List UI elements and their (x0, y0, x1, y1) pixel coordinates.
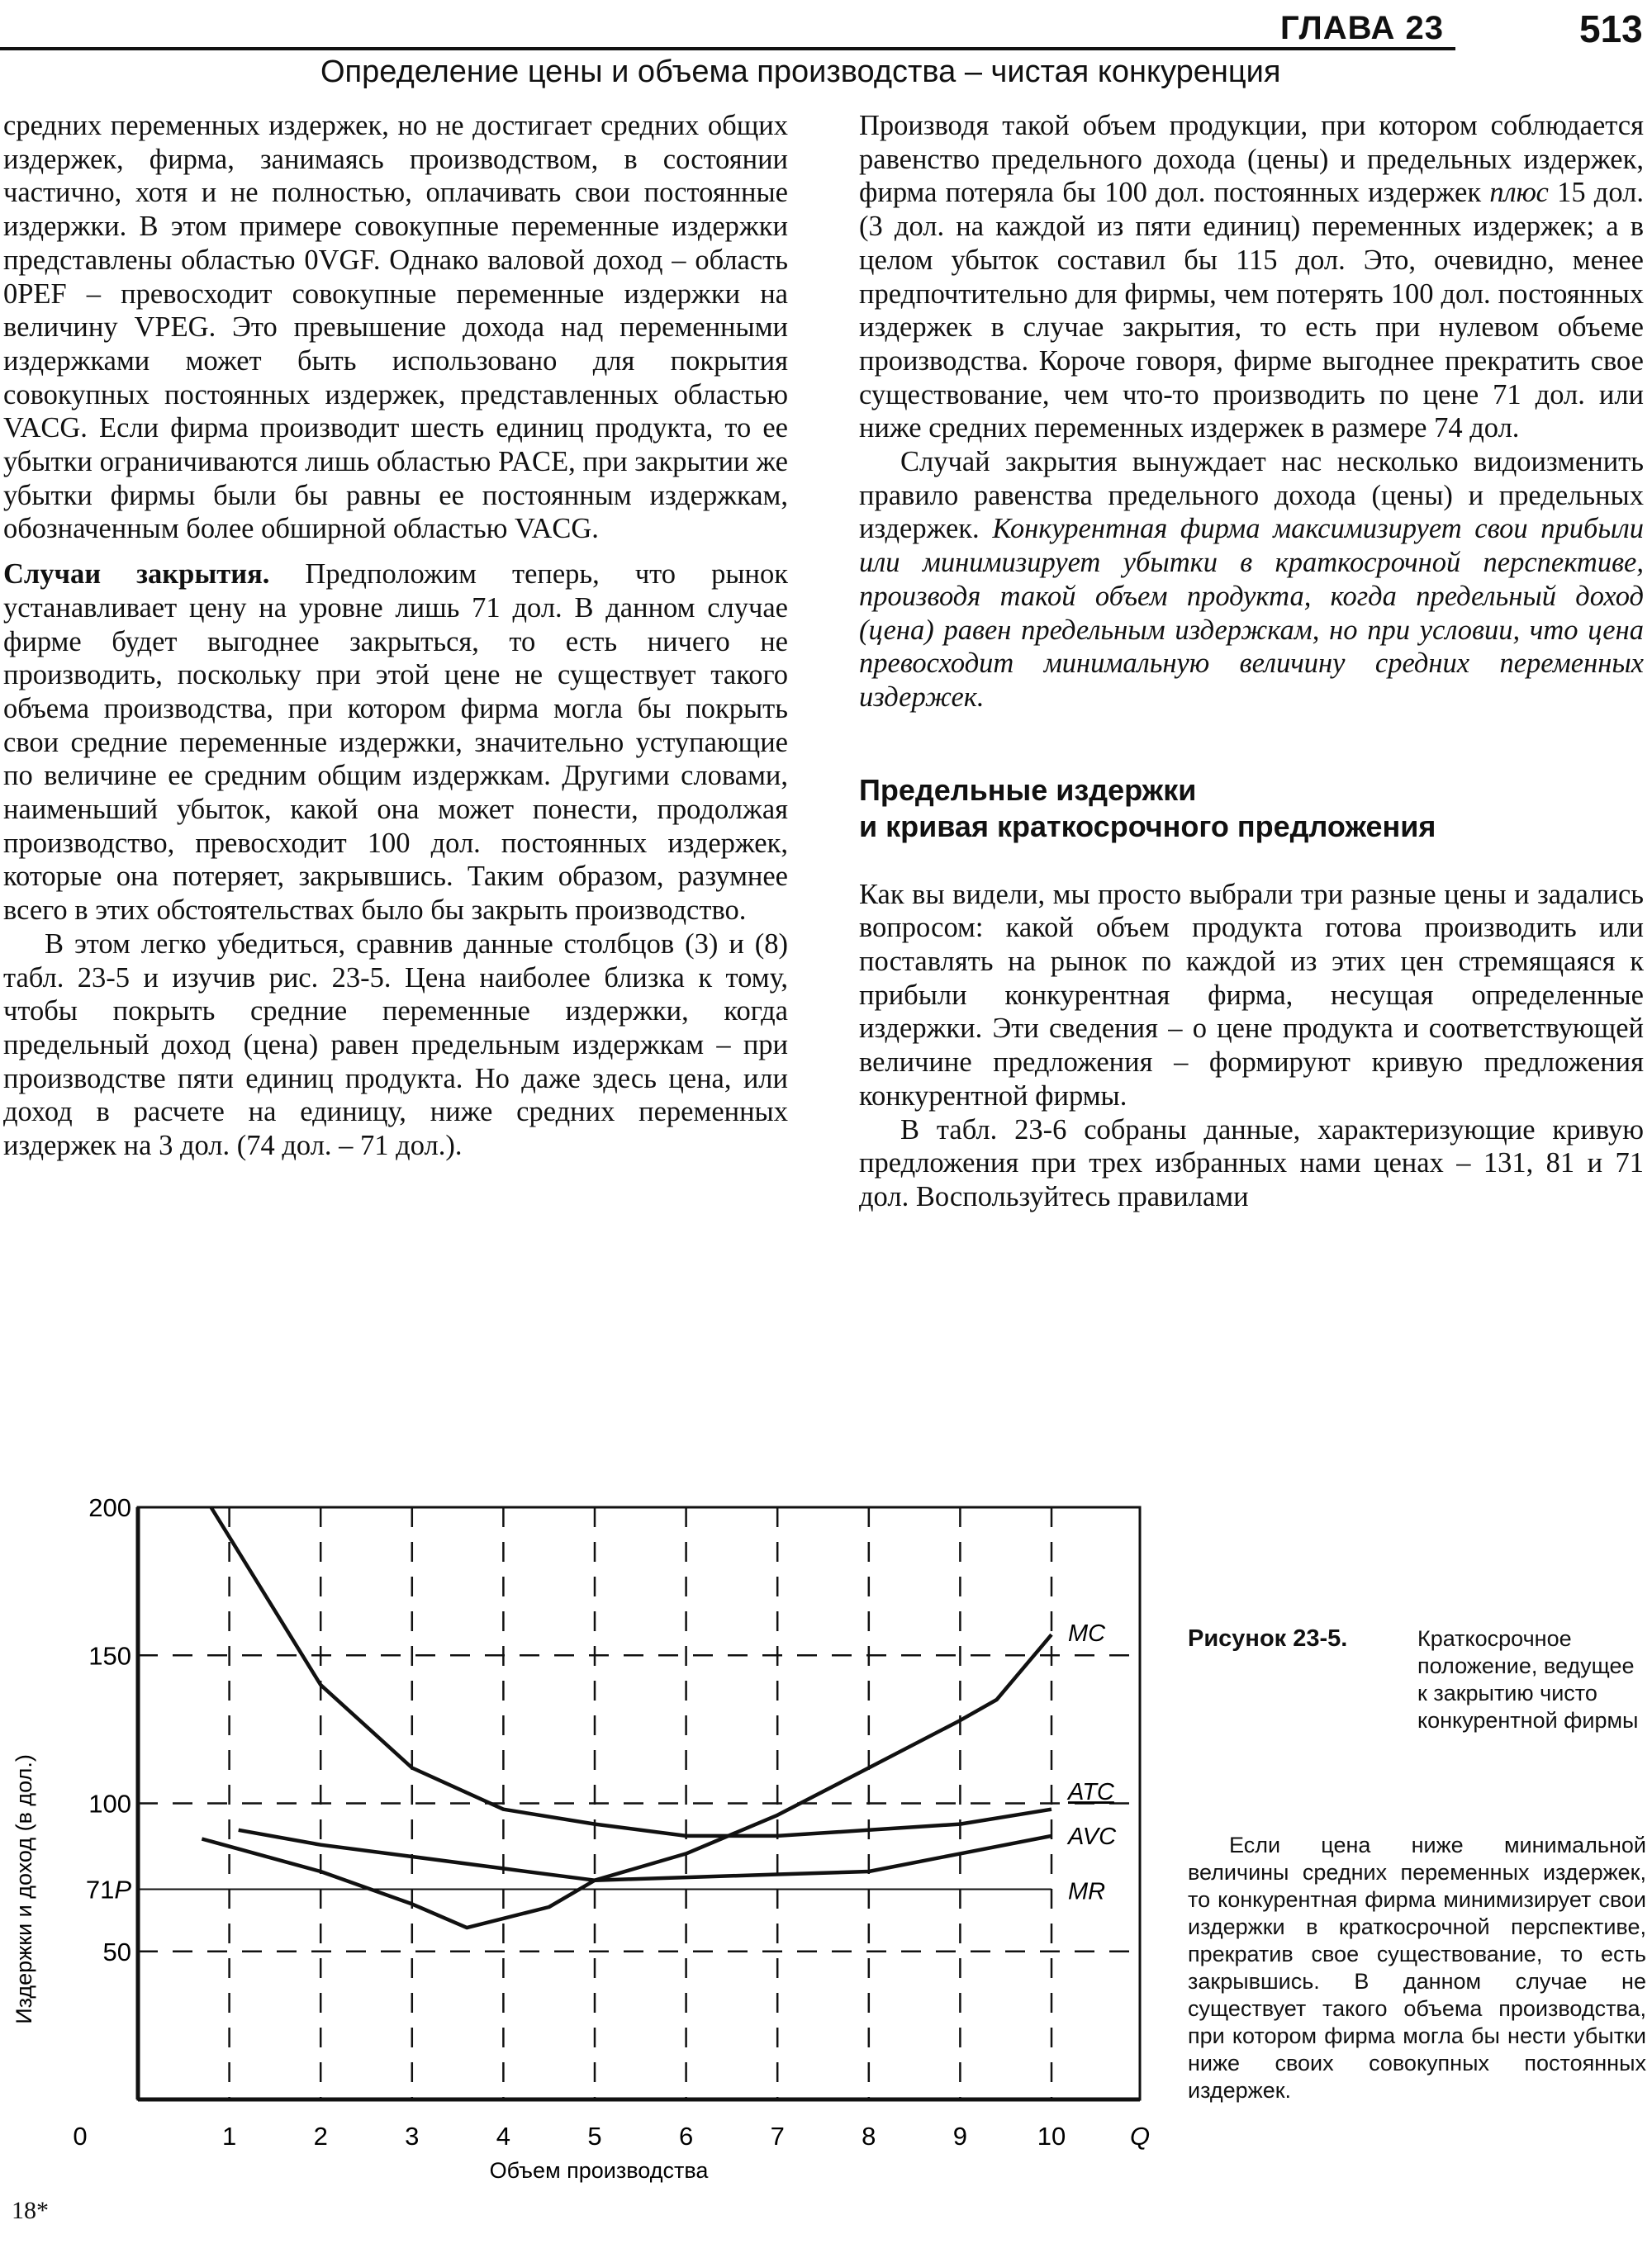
x-tick-label: 6 (678, 2122, 694, 2151)
right-column (859, 109, 1644, 1214)
paragraph (859, 109, 1644, 445)
x-tick-label: 9 (952, 2122, 968, 2151)
x-tick-label: 1 (221, 2122, 237, 2151)
page-number: 513 (1579, 7, 1643, 50)
emphasis: плюс (1489, 177, 1549, 209)
curve-label-atc: ATC (1068, 1779, 1114, 1806)
paragraph: средних переменных издержек, но не достигает средних общих издержек, фирма, занимаясь производством, в состоянии частично, хотя и не полностью, оплачивать свои постоянные издержки. В этом примере совокупные переменные издержки представлены областью 0VGF. Однако валовой доход – область 0PEF – превосходит совокупные переменные издержки на величину VPEG. Это превышение дохода над переменными издержками может быть использовано для покрытия совокупных постоянных издержек, представленных областью VACG. Если фирма производит шесть единиц продукта, то ее убытки ограничиваются лишь областью PACE, при закрытии же убытки фирмы были бы равны ее постоянным издержкам, обозначенным более обширной областью VACG. (3, 110, 788, 545)
emphasis-rule: Конкурентная фирма максимизирует свои прибыли или минимизирует убытки в краткосрочной перспективе, производя такой объем продукта, когда предельный доход (цена) равен предельным издержкам, но при условии, что цена превосходит минимальную величину средних переменных издержек. (859, 513, 1644, 713)
signature-mark: 18* (12, 2197, 49, 2224)
paragraph-text: Производя такой объем продукции, при котором соблюдается равенство предельного дохода (цены) и предельных издержек, фирма потеряла бы 100 дол. постоянных издержек (859, 110, 1644, 209)
x-tick-label: 2 (313, 2122, 328, 2151)
section-heading-line: Предельные издержки (859, 772, 1197, 807)
x-axis-end-label: Q (1129, 2122, 1151, 2151)
paragraph (3, 557, 788, 927)
curve-atc (211, 1507, 1052, 1836)
paragraph: Как вы видели, мы просто выбрали три разные цены и задались вопросом: какой объем продукта готова производить или поставлять на рынок по каждой из этих цен стремящаяся к прибыли конкурентная фирма, несущая определенные издержки. Эти сведения – о цене продукта и соответствующей величине предложения – формируют кривую предложения конкурентной фирмы. (859, 878, 1644, 1112)
cost-curves-chart (0, 1454, 1173, 2230)
figure-title: Краткосрочное положение, ведущее к закрытию чисто конкурентной фирмы (1417, 1626, 1639, 1733)
x-tick-label: 5 (587, 2122, 602, 2151)
x-tick-label: 0 (73, 2122, 88, 2151)
y-axis-title: Издержки и доход (в дол.) (12, 1754, 36, 2024)
grid-lines (138, 1507, 1140, 2099)
x-tick-label: 8 (862, 2122, 876, 2151)
curve-mc (202, 1634, 1051, 1928)
chapter-title: ГЛАВА 23 (1280, 10, 1445, 46)
y-tick-label: 150 (88, 1641, 131, 1671)
figure-label: Рисунок 23-5. (1188, 1625, 1348, 1652)
paragraph-text: Предположим теперь, что рынок устанавливает цену на уровне лишь 71 дол. В данном случае фирме будет выгоднее закрыться, то есть ничего не производить, поскольку при этой цене не существует такого объема производства, при котором фирма могла бы покрыть свои средние переменные издержки, значительно уступающие по величине ее средним общим издержкам. Другими словами, наименьший убыток, какой она может понести, продолжая производство, превосходит 100 дол. постоянных издержек, которые она потеряет, закрывшись. Таким образом, разумнее всего в этих обстоятельствах было бы закрыть производство. (3, 558, 788, 927)
y-tick-label: 200 (88, 1493, 131, 1522)
paragraph: В этом легко убедиться, сравнив данные столбцов (3) и (8) табл. 23-5 и изучив рис. 23-5. Цена наиболее близка к тому, чтобы покрыть средние переменные издержки, когда предельный доход (цена) равен предельным издержкам – при производстве пяти единиц продукта. Но даже здесь цена, или доход в расчете на единицу, ниже средних переменных издержек на 3 дол. (74 дол. – 71 дол.). (3, 927, 788, 1162)
axis-labels (12, 1493, 1150, 2183)
figure-description: Если цена ниже минимальной величины средних переменных издержек, то конкурентная фирма минимизирует свои издержки в краткосрочной перспективе, прекратив свое существование, то есть закрывшись. В данном случае не существует такого объема производства, при котором фирма могла бы нести убытки ниже своих совокупных постоянных издержек. (1188, 1833, 1646, 2103)
header-rule (0, 47, 1455, 50)
x-tick-label: 7 (770, 2122, 785, 2151)
y-tick-label: 71P (85, 1875, 131, 1905)
x-tick-label: 3 (405, 2122, 420, 2151)
curve-label-mc: MC (1068, 1620, 1106, 1648)
curve-label-avc: AVC (1068, 1823, 1117, 1850)
paragraph-text: 15 дол. (3 дол. на каждой из пяти единиц) переменных издержек; а в целом убыток составил бы 115 дол. Это, очевидно, менее предпочтительно для фирмы, чем потерять 100 дол. постоянных издержек в случае закрытия, то есть при нулевом объеме производства. Короче говоря, фирме выгоднее прекратить свое существование, чем что-то производить по цене 71 дол. или ниже средних переменных издержек в размере 74 дол. (859, 177, 1644, 444)
y-tick-label: 50 (102, 1937, 131, 1966)
figure-chart (0, 1454, 1173, 2230)
x-tick-label: 10 (1037, 2122, 1066, 2151)
section-heading (859, 772, 1644, 845)
left-column (3, 109, 788, 1163)
curve-label-mr: MR (1068, 1878, 1106, 1905)
paragraph-text: Случай закрытия вынуждает нас несколько видоизменить правило равенства предельного дохода (цены) и предельных издержек. (859, 446, 1644, 545)
paragraph: В табл. 23-6 собраны данные, характеризующие кривую предложения при трех избранных нами ценах – 131, 81 и 71 дол. Воспользуйтесь правилами (859, 1113, 1644, 1212)
paragraph (859, 445, 1644, 714)
run-in-heading: Случаи закрытия. (3, 558, 270, 591)
y-tick-label: 100 (88, 1789, 131, 1819)
section-heading-line: и кривая краткосрочного предложения (859, 809, 1436, 843)
curve-avc (239, 1830, 1051, 1881)
x-axis-title: Объем производства (489, 2158, 709, 2183)
x-tick-label: 4 (496, 2122, 511, 2151)
running-subtitle: Определение цены и объема производства – чистая конкуренция (320, 55, 1281, 89)
